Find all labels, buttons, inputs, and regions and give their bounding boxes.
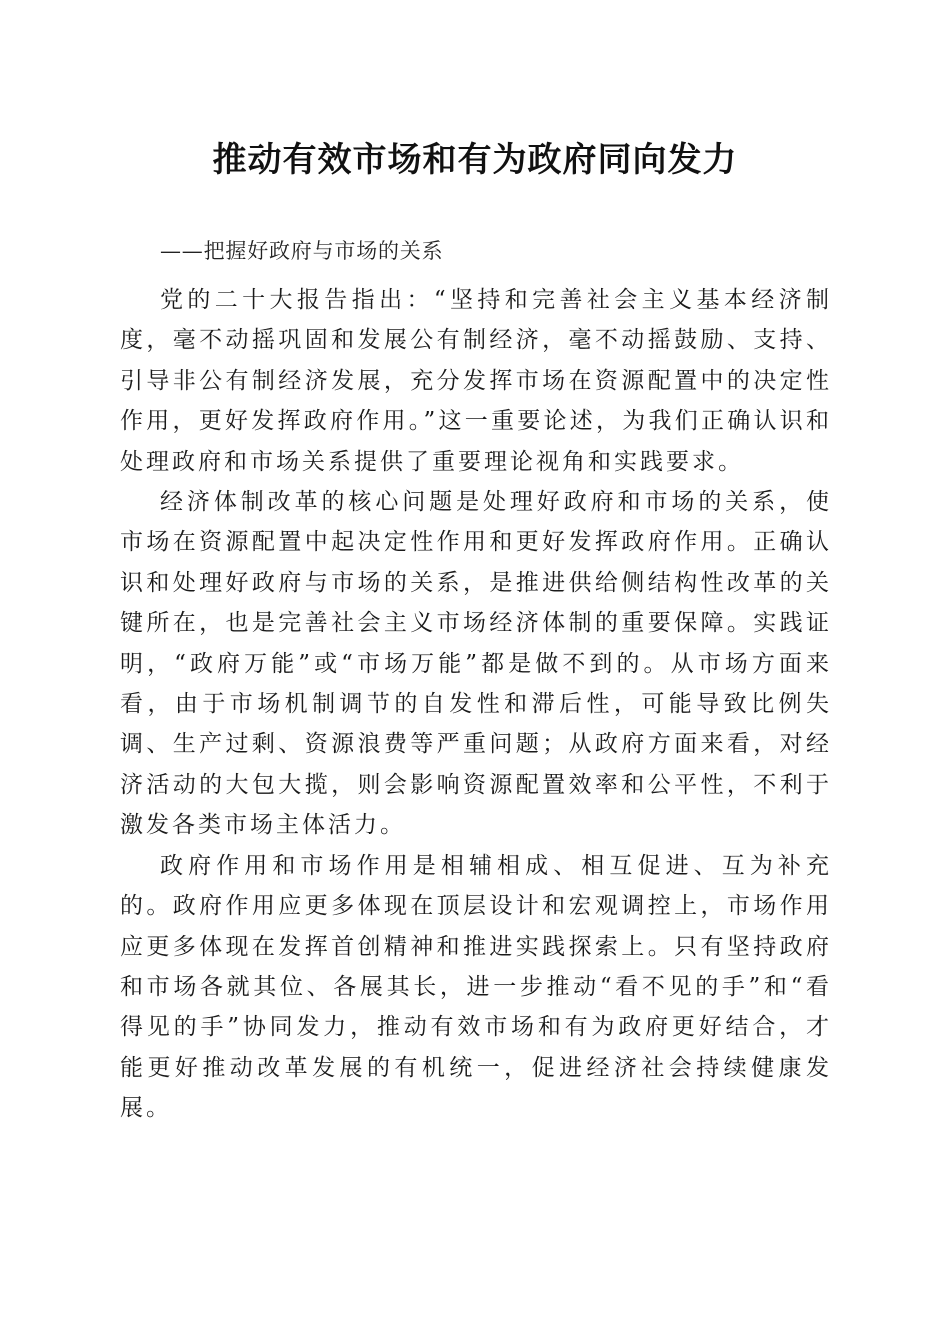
document-title: 推动有效市场和有为政府同向发力 — [212, 140, 738, 180]
paragraph-2: 经济体制改革的核心问题是处理好政府和市场的关系，使市场在资源配置中起决定性作用和更好发挥政府作用。正确认识和处理好政府与市场的关系，是推进供给侧结构性改革的关键所在，也是完善社会主义市场经济体制的重要保障。实践证明，“政府万能”或“市场万能”都是做不到的。从市场方面来看，由于市场机制调节的自发性和滞后性，可能导致比例失调、生产过剩、资源浪费等严重问题；从政府方面来看，对经济活动的大包大揽，则会影响资源配置效率和公平性，不利于激发各类市场主体活力。 — [120, 489, 832, 839]
paragraph-3: 政府作用和市场作用是相辅相成、相互促进、互为补充的。政府作用应更多体现在顶层设计和宏观调控上，市场作用应更多体现在发挥首创精神和推进实践探索上。只有坚持政府和市场各就其位、各展其长，进一步推动“看不见的手”和“看得见的手”协同发力，推动有效市场和有为政府更好结合，才能更好推动改革发展的有机统一，促进经济社会持续健康发展。 — [120, 852, 832, 1122]
document-subtitle: ——把握好政府与市场的关系 — [160, 239, 444, 263]
paragraph-1: 党的二十大报告指出：“坚持和完善社会主义基本经济制度，毫不动摇巩固和发展公有制经济，毫不动摇鼓励、支持、引导非公有制经济发展，充分发挥市场在资源配置中的决定性作用，更好发挥政府作用。”这一重要论述，为我们正确认识和处理政府和市场关系提供了重要理论视角和实践要求。 — [120, 287, 832, 475]
document-body — [120, 280, 832, 1129]
